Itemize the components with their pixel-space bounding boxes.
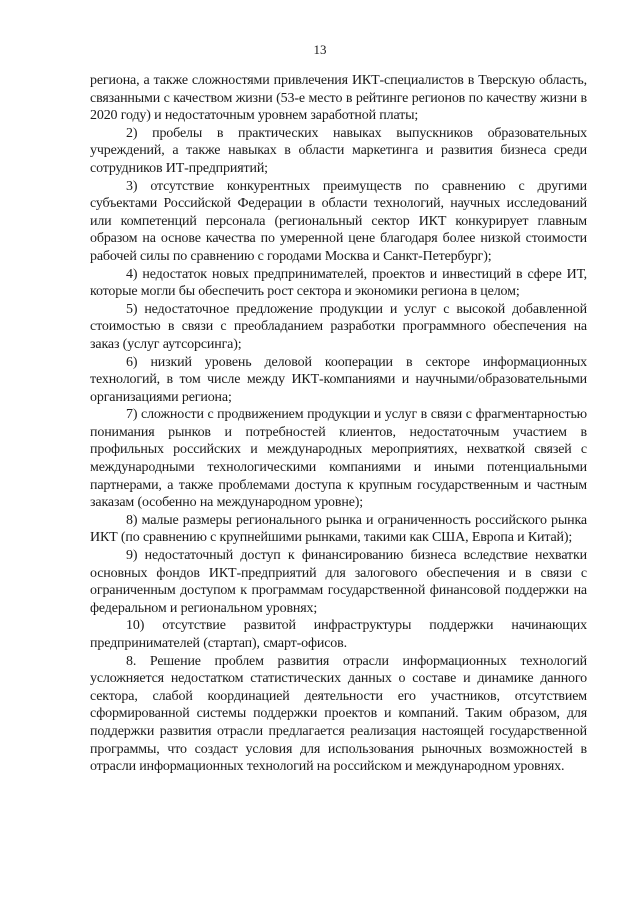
list-item-9: 9) недостаточный доступ к финансированию бизнеса вследствие нехватки основных фондов ИКТ-предприятий для залогового обеспечения и в связи с ограниченным доступом к программам государственной финансовой поддержки на федеральном и региональном уровнях; <box>90 548 587 616</box>
list-item-4: 4) недостаток новых предпринимателей, проектов и инвестиций в сфере ИТ, которые могли бы обеспечить рост сектора и экономики региона в целом; <box>90 266 587 300</box>
list-item-2: 2) пробелы в практических навыках выпускников образовательных учреждений, а также навыках в области маркетинга и развития бизнеса среди сотрудников ИТ-предприятий; <box>90 125 587 176</box>
list-item-7: 7) сложности с продвижением продукции и услуг в связи с фрагментарностью понимания рынков и потребностей клиентов, недостаточным участием в профильных российских и международных мероприятиях, нехваткой связей с международными технологическими компаниями и иными потенциальными партнерами, а также проблемами доступа к крупным государственным и частным заказам (особенно на международном уровне); <box>90 407 587 511</box>
list-item-5: 5) недостаточное предложение продукции и услуг с высокой добавленной стоимостью в связи с преобладанием разработки программного обеспечения на заказ (услуг аутсорсинга); <box>90 301 587 352</box>
section-8-paragraph: 8. Решение проблем развития отрасли информационных технологий усложняется недостатком статистических данных о составе и динамике данного сектора, слабой координацией деятельности его участников, отсутствием сформированной системы поддержки проектов и компаний. Таким образом, для поддержки развития отрасли предлагается реализация настоящей государственной программы, что создаст условия для использования рыночных возможностей в отрасли информационных технологий на российском и международном уровнях. <box>90 653 587 775</box>
page-number: 13 <box>313 42 327 57</box>
list-item-6: 6) низкий уровень деловой кооперации в секторе информационных технологий, в том числе между ИКТ-компаниями и научными/образовательными организациями региона; <box>90 354 587 405</box>
paragraph-continuation: региона, а также сложностями привлечения ИКТ-специалистов в Тверскую область, связанными с качеством жизни (53-е место в рейтинге регионов по качеству жизни в 2020 году) и недостаточным уровнем заработной платы; <box>90 73 587 124</box>
document-body <box>90 72 587 776</box>
list-item-10: 10) отсутствие развитой инфраструктуры поддержки начинающих предпринимателей (стартап), смарт-офисов. <box>90 618 587 651</box>
list-item-8: 8) малые размеры регионального рынка и ограниченность российского рынка ИКТ (по сравнению с крупнейшими рынками, такими как США, Европа и Китай); <box>90 512 587 546</box>
list-item-3: 3) отсутствие конкурентных преимуществ по сравнению с другими субъектами Российской Федерации в области технологий, научных исследований или компетенций персонала (региональный сектор ИКТ конкурирует главным образом на основе качества по умеренной цене благодаря более низкой стоимости рабочей силы по сравнению с городами Москва и Санкт-Петербург); <box>90 178 587 264</box>
